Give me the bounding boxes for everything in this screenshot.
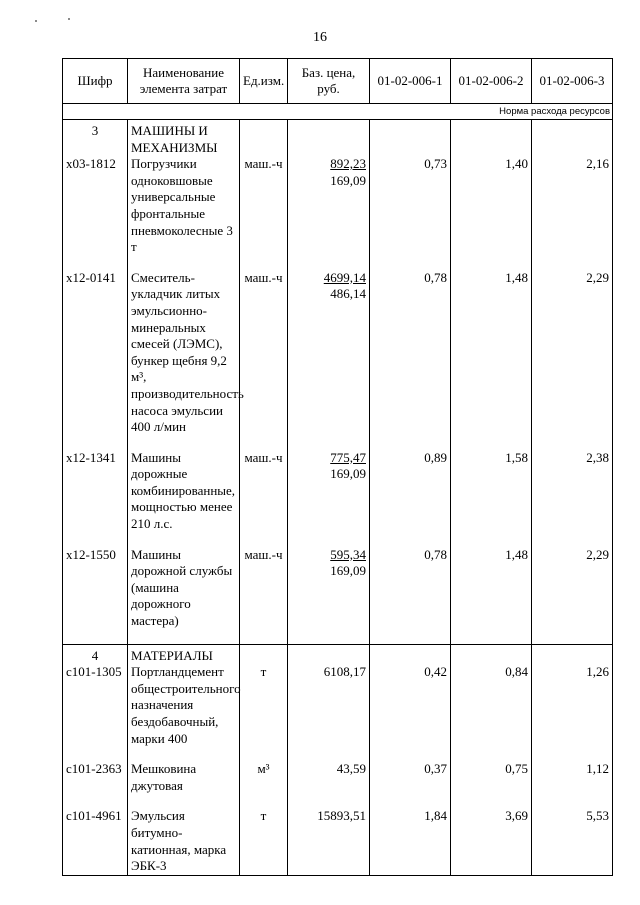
row-value-2: 1,48 — [451, 270, 532, 436]
row-price-secondary: 169,09 — [330, 563, 366, 579]
row-value-2: 1,40 — [451, 156, 532, 256]
row-value-1: 0,89 — [370, 450, 451, 533]
row-code: с101-4961 — [63, 808, 128, 875]
row-value-1: 1,84 — [370, 808, 451, 875]
row-value-3: 5,53 — [532, 808, 613, 875]
section-title: МАШИНЫ И МЕХАНИЗМЫ — [128, 120, 240, 157]
row-code: х03-1812 — [63, 156, 128, 256]
section-header-row — [63, 644, 613, 664]
row-value-1: 0,78 — [370, 270, 451, 436]
row-value-3: 2,29 — [532, 547, 613, 630]
row-value-3: 2,38 — [532, 450, 613, 533]
row-value-1: 0,37 — [370, 761, 451, 794]
row-unit: маш.-ч — [240, 156, 288, 256]
row-unit: т — [240, 808, 288, 875]
row-price: 6108,17 — [288, 664, 370, 747]
row-price: 4699,14 — [323, 269, 366, 285]
section-number: 3 — [63, 120, 128, 157]
table-row — [63, 450, 613, 533]
row-unit: м³ — [240, 761, 288, 794]
row-name: Машины дорожной службы (машина дорожного мастера) — [128, 547, 240, 630]
row-name: Погрузчики одноковшовые универсальные фронтальные пневмоколесные 3 т — [128, 156, 240, 256]
table-row — [63, 808, 613, 875]
header-price: Баз. цена, руб. — [288, 59, 370, 104]
row-value-3: 2,16 — [532, 156, 613, 256]
row-price-secondary: 486,14 — [330, 286, 366, 302]
table-row — [63, 270, 613, 436]
row-name: Портландцемент общестроительного назначения бездобавочный, марки 400 — [128, 664, 240, 747]
row-value-1: 0,78 — [370, 547, 451, 630]
row-price: 892,23 — [330, 156, 366, 172]
row-name: Машины дорожные комбинированные, мощностью менее 210 л.с. — [128, 450, 240, 533]
row-price-secondary: 169,09 — [330, 172, 366, 188]
table-row — [63, 664, 613, 747]
scan-speck — [35, 20, 37, 22]
row-price-secondary: 169,09 — [330, 466, 366, 482]
row-value-3: 1,12 — [532, 761, 613, 794]
table-row — [63, 547, 613, 630]
row-unit: т — [240, 664, 288, 747]
header-code: Шифр — [63, 59, 128, 104]
row-price: 43,59 — [288, 761, 370, 794]
row-name: Смеситель-укладчик литых эмульсионно-минеральных смесей (ЛЭМС), бункер щебня 9,2 м³, производительность насоса эмульсии 400 л/мин — [128, 270, 240, 436]
scan-speck — [68, 18, 70, 20]
row-unit: маш.-ч — [240, 547, 288, 630]
page-number: 16 — [313, 30, 327, 45]
row-code: х12-0141 — [63, 270, 128, 436]
row-value-2: 1,48 — [451, 547, 532, 630]
header-name: Наименование элемента затрат — [128, 59, 240, 104]
header-unit: Ед.изм. — [240, 59, 288, 104]
row-name: Мешковина джутовая — [128, 761, 240, 794]
row-value-2: 0,84 — [451, 664, 532, 747]
section-title: МАТЕРИАЛЫ — [128, 644, 240, 664]
row-value-3: 2,29 — [532, 270, 613, 436]
header-col1: 01-02-006-1 — [370, 59, 451, 104]
row-value-1: 0,42 — [370, 664, 451, 747]
row-code: х12-1341 — [63, 450, 128, 533]
header-col2: 01-02-006-2 — [451, 59, 532, 104]
table-row — [63, 761, 613, 794]
table-row — [63, 156, 613, 256]
row-code: с101-1305 — [63, 664, 128, 747]
row-unit: маш.-ч — [240, 270, 288, 436]
resource-norms-table — [62, 58, 613, 876]
row-price: 15893,51 — [288, 808, 370, 875]
row-value-2: 0,75 — [451, 761, 532, 794]
row-code: х12-1550 — [63, 547, 128, 630]
row-name: Эмульсия битумно-катионная, марка ЭБК-3 — [128, 808, 240, 875]
row-value-2: 1,58 — [451, 450, 532, 533]
norma-row — [63, 104, 613, 120]
norma-label: Норма расхода ресурсов — [63, 104, 613, 120]
row-value-3: 1,26 — [532, 664, 613, 747]
header-col3: 01-02-006-3 — [532, 59, 613, 104]
row-value-2: 3,69 — [451, 808, 532, 875]
row-code: с101-2363 — [63, 761, 128, 794]
section-number: 4 — [63, 644, 128, 664]
section-header-row — [63, 120, 613, 157]
row-price: 595,34 — [330, 546, 366, 562]
row-value-1: 0,73 — [370, 156, 451, 256]
row-price: 775,47 — [330, 449, 366, 465]
table-header-row — [63, 59, 613, 104]
row-unit: маш.-ч — [240, 450, 288, 533]
